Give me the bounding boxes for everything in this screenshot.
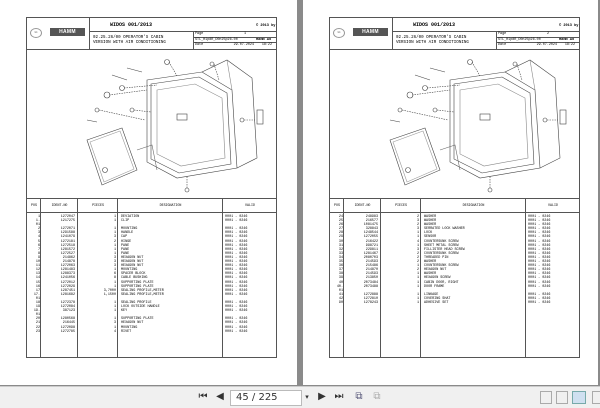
pieces-cell: 2 [416, 215, 419, 219]
pos-cell: 01 [338, 288, 343, 293]
pos-cell: 23 [35, 329, 40, 334]
ident-cell: 1281467 [363, 251, 378, 256]
ident-cell: 216445 [62, 321, 75, 326]
valid-cell: 0001 - 0246 [528, 231, 551, 236]
designation-cell: HEXAGON NUT [424, 268, 447, 273]
diagram-area [329, 50, 580, 198]
exploded-parts-diagram [27, 50, 278, 198]
single-page-view-icon[interactable] [540, 391, 552, 404]
pieces-cell: 3,7000 [103, 288, 116, 293]
designation-cell: SENSOR [424, 235, 437, 240]
valid-cell: 0001 - 0246 [225, 235, 248, 240]
valid-cell: 0001 - 0246 [225, 280, 248, 285]
ident-cell: 1248544 [363, 231, 378, 236]
valid-cell: 0001 - 0246 [528, 243, 551, 248]
ident-cell: 1280568 [60, 317, 75, 322]
pos-cell: 19. [33, 309, 40, 314]
valid-cell: 0001 - 0246 [225, 288, 248, 293]
valid-cell: 0001 - 0246 [528, 260, 551, 265]
pieces-cell: 2 [416, 260, 419, 265]
ident-cell: 1272071 [60, 227, 75, 232]
pos-cell: 90 [338, 300, 343, 305]
pos-cell: 9 [37, 255, 40, 260]
valid-cell: 0001 - 0246 [225, 260, 248, 265]
valid-cell: 0001 - 0246 [528, 300, 551, 305]
page-meta: Page 2 STL_H1p8R_D0n25p26-00 Date 29.07.2024 18:22 [497, 32, 579, 49]
pos-cell: 29 [338, 235, 343, 240]
logo-area [330, 18, 393, 49]
designation-cell: SEALING PROFILE [121, 300, 152, 305]
pos-cell: 1. [35, 219, 40, 224]
valid-cell: 0001 - 0246 [528, 239, 551, 244]
pos-cell: 40. [336, 284, 343, 289]
ident-cell: 216422 [365, 239, 378, 244]
parts-table [329, 198, 580, 358]
ident-cell: 1272063 [60, 264, 75, 269]
pieces-cell: 1 [416, 300, 419, 305]
designation-cell: CABIN DOOR, RIGHT [424, 280, 459, 285]
valid-cell: 0001 - 0246 [225, 321, 248, 326]
ident-cell: 1217275 [60, 219, 75, 224]
ident-cell: 1241079 [60, 235, 75, 240]
valid-cell: 0001 - 0246 [528, 280, 551, 285]
designation-cell: THREADED PIN [424, 255, 449, 260]
designation-cell: WASHER [424, 219, 437, 224]
page-dropdown-button[interactable]: ▾ [305, 394, 309, 402]
pos-cell: 13 [35, 272, 40, 277]
pieces-cell: 1 [416, 284, 419, 289]
two-page-view-icon[interactable] [572, 391, 586, 404]
pieces-cell: 3 [416, 219, 419, 224]
valid-cell: 0001 - 0246 [528, 264, 551, 269]
ident-cell: 2073488 [363, 284, 378, 289]
designation-cell: COUNTERSUNK SCREW [424, 251, 459, 256]
ident-cell: 1272785 [60, 329, 75, 334]
valid-cell: 0001 - 0246 [225, 247, 248, 252]
pieces-cell: 2 [416, 251, 419, 256]
pieces-cell: 4 [113, 329, 116, 334]
valid-cell: 0001 - 0246 [225, 268, 248, 273]
designation-cell: SUPPORTING PLATE [121, 284, 154, 289]
page-right [303, 0, 598, 385]
pos-cell: 5 [37, 239, 40, 244]
ident-cell: 2073484 [363, 280, 378, 285]
valid-cell: 0001 - 0246 [528, 268, 551, 273]
pos-cell: 10 [35, 260, 40, 265]
page-indicator: 45 / 225 [236, 392, 278, 403]
pieces-cell: 1,1500 [103, 292, 116, 297]
pos-cell: 21 [35, 321, 40, 326]
valid-cell: 0001 - 0246 [528, 247, 551, 252]
designation-cell: SUPPORTING PLATE [121, 280, 154, 285]
designation-cell: PANE [121, 247, 130, 252]
pos-cell: 40 [338, 280, 343, 285]
ident-cell: 215486 [365, 264, 378, 269]
valid-cell: 0001 - 0246 [225, 309, 248, 314]
pieces-cell: 1 [416, 276, 419, 281]
valid-cell: 0001 - 0246 [528, 272, 551, 277]
ident-cell: 2080703 [363, 255, 378, 260]
document-id: STL_H1p8R_D0n25p26-00 [194, 38, 276, 44]
ident-cell: 1288373 [60, 272, 75, 277]
pos-cell: 7 [37, 247, 40, 252]
pos-cell: 25 [338, 219, 343, 224]
pieces-cell: 2 [416, 268, 419, 273]
catalog-title: WIDOS 001/2013 © 2013 by Hamm AG [393, 18, 579, 32]
designation-cell: COUNTERSUNK SCREW [424, 264, 459, 269]
page-number: 2 [546, 32, 549, 36]
exploded-parts-diagram [330, 50, 581, 198]
pieces-cell: 1 [113, 309, 116, 314]
pos-cell: 26 [338, 223, 343, 228]
first-page-button[interactable]: ⏮ [198, 392, 208, 403]
designation-cell: WASHER [424, 272, 437, 277]
ident-cell: 1272055 [363, 235, 378, 240]
designation-cell: HEXAGON NUT [121, 255, 144, 260]
ident-cell: 1272029 [60, 284, 75, 289]
pos-cell: 16 [35, 284, 40, 289]
pieces-cell: 3 [113, 255, 116, 260]
ident-cell: 1281682 [60, 292, 75, 297]
valid-cell: 0001 - 0246 [225, 284, 248, 289]
designation-cell: CAP [121, 235, 128, 240]
ident-cell: 1272888 [363, 292, 378, 297]
page-header [26, 17, 277, 50]
pos-cell: 31 [338, 243, 343, 248]
designation-cell: KEY [121, 309, 128, 314]
designation-cell: CLIP [121, 219, 130, 224]
pos-cell: 12 [35, 268, 40, 273]
pos-cell: 36 [338, 264, 343, 269]
next-page-button[interactable]: ▶ [318, 392, 326, 403]
pieces-cell: 1 [416, 264, 419, 269]
ident-cell: 1272810 [363, 296, 378, 301]
pos-cell: 11 [35, 264, 40, 269]
pos-cell: 32 [338, 247, 343, 252]
pos-cell: 3 [37, 231, 40, 236]
ident-cell: 1272098 [60, 325, 75, 330]
pos-cell: 15 [35, 280, 40, 285]
ident-cell: 1281483 [60, 268, 75, 273]
pieces-cell: 2 [416, 223, 419, 228]
pieces-cell: 1 [416, 296, 419, 301]
designation-cell: COVERING SHAT [424, 296, 451, 301]
pieces-cell: 1 [113, 219, 116, 224]
designation-cell: SEALING PROFILE,METER [121, 288, 164, 293]
pieces-cell: 1 [113, 325, 116, 330]
pos-cell: 27 [338, 227, 343, 232]
ident-cell: 229811 [365, 247, 378, 252]
designation-cell: SPACER BLOCK [121, 272, 146, 277]
pieces-cell: 1 [113, 268, 116, 273]
diagram-area [26, 50, 277, 198]
valid-cell: 0001 - 0246 [528, 235, 551, 240]
valid-cell: 0001 - 0246 [225, 264, 248, 269]
pos-cell: 37 [338, 268, 343, 273]
page-meta: Page 1 STL_H1p8R_D0n25p26-00 Date 29.07.2024 18:22 [194, 32, 276, 49]
designation-cell: DOOR FRAME [424, 284, 445, 289]
catalog-title: WIDOS 001/2013 © 2013 by Hamm AG [90, 18, 276, 32]
ident-cell: 248983 [365, 215, 378, 219]
pieces-cell: 1 [113, 247, 116, 252]
valid-cell: 0001 - 0246 [528, 215, 551, 219]
ident-cell: 214870 [365, 268, 378, 273]
pieces-cell: 4 [416, 239, 419, 244]
pieces-cell: 1 [416, 243, 419, 248]
hamm-logo: HAMM [50, 28, 85, 36]
section-description: 02.25.26/00 OPERATOR'S CABIN VERSION WITH AIR CONDITIONING [90, 32, 194, 49]
valid-cell: 0001 - 0246 [528, 227, 551, 232]
prev-page-button[interactable]: ◀ [216, 392, 224, 403]
pos-cell: 39 [338, 276, 343, 281]
designation-cell: LOCK [424, 231, 433, 236]
designation-cell: SUPPORTING PLATE [121, 317, 154, 322]
ident-cell: 1287451 [60, 288, 75, 293]
pieces-cell: 3 [416, 227, 419, 232]
viewer-toolbar [0, 386, 600, 408]
last-page-button[interactable]: ⏭ [334, 392, 344, 403]
designation-cell: WASHER [424, 215, 437, 219]
designation-cell: SEALING PROFILE,METER [121, 292, 164, 297]
pieces-cell: 1 [416, 280, 419, 285]
pos-cell: 01 [35, 223, 40, 228]
two-page-continuous-view-icon[interactable] [592, 391, 600, 404]
ident-cell: 1272084 [60, 305, 75, 310]
pos-cell: 22 [35, 325, 40, 330]
ident-cell: 1272518 [60, 243, 75, 248]
ident-cell: 1281572 [60, 247, 75, 252]
designation-cell: HANDLE [121, 231, 134, 236]
pieces-cell: 1 [113, 215, 116, 219]
designation-cell: MOUNTING [121, 325, 138, 330]
designation-cell: CABLE BUSHING [121, 276, 148, 281]
designation-cell: HEXAGON NUT [121, 321, 144, 326]
ident-cell: 1272181 [60, 239, 75, 244]
designation-cell: RIVET [121, 329, 132, 334]
pos-cell: 2 [37, 227, 40, 232]
valid-cell: 0001 - 0246 [528, 276, 551, 281]
pieces-cell: 1 [416, 235, 419, 240]
valid-cell: 0001 - 0246 [225, 305, 248, 310]
valid-cell: 0001 - 0246 [528, 255, 551, 260]
section-description: 02.25.26/00 OPERATOR'S CABIN VERSION WITH AIR CONDITIONING [393, 32, 497, 49]
pieces-cell: 1 [113, 231, 116, 236]
valid-cell: 0001 - 0246 [225, 329, 248, 334]
valid-cell: 0001 - 0246 [528, 292, 551, 297]
valid-cell: 0001 - 0246 [225, 215, 248, 219]
designation-cell: HEXAGON SCREW [424, 276, 451, 281]
ident-cell: 1278243 [363, 300, 378, 305]
table-header: POS IDENT-NO PIECES DESIGNATION VALID [330, 199, 579, 213]
pieces-cell: 8 [113, 276, 116, 281]
wirtgen-logo: WG [333, 28, 345, 38]
pos-cell: 41 [338, 292, 343, 297]
pieces-cell: 6 [113, 272, 116, 277]
valid-cell: 0001 - 0246 [225, 272, 248, 277]
pos-cell: 28 [338, 231, 343, 236]
pos-cell: 19 [35, 305, 40, 310]
pieces-cell: 3 [113, 321, 116, 326]
valid-cell: 0001 - 0246 [225, 317, 248, 322]
logo-area [27, 18, 90, 49]
pos-cell: 4 [37, 235, 40, 240]
pos-cell: 24 [338, 215, 343, 219]
designation-cell: MOUNTING [121, 268, 138, 273]
table-row [330, 301, 579, 305]
designation-cell: WASHER [424, 223, 437, 228]
designation-cell: MOUNTING [121, 227, 138, 232]
pos-cell: 42 [338, 296, 343, 301]
valid-cell: 0001 - 0246 [225, 292, 248, 297]
valid-cell: 0001 - 0246 [225, 325, 248, 330]
designation-cell: LINKAGE [424, 292, 439, 297]
pieces-cell: 2 [113, 239, 116, 244]
pos-cell: 17 [35, 288, 40, 293]
valid-cell: 0001 - 0246 [528, 223, 551, 228]
copyright: © 2013 by Hamm AG [256, 24, 276, 42]
copy-page-icon[interactable]: ⧉ [355, 392, 363, 403]
valid-cell: 0001 - 0246 [225, 300, 248, 305]
designation-cell: HEXAGON NUT [121, 264, 144, 269]
pieces-cell: 3 [416, 247, 419, 252]
ident-cell: 1291588 [60, 231, 75, 236]
hamm-logo: HAMM [353, 28, 388, 36]
pos-cell: 1 [37, 215, 40, 219]
pos-cell: 38 [338, 272, 343, 277]
designation-cell: HEXAGON NUT [121, 260, 144, 265]
paste-page-icon[interactable]: ⧉ [373, 392, 381, 403]
page-number-input[interactable] [230, 390, 302, 406]
pieces-cell: 1 [113, 243, 116, 248]
designation-cell: WASHER [424, 260, 437, 265]
valid-cell: 0001 - 0246 [528, 296, 551, 301]
page-left [0, 0, 297, 385]
valid-cell: 0001 - 0246 [225, 227, 248, 232]
ident-cell: 213850 [365, 276, 378, 281]
ident-cell: 214862 [62, 255, 75, 260]
designation-cell: HINGE [121, 239, 132, 244]
valid-cell: 0001 - 0246 [528, 251, 551, 256]
pos-cell: 14 [35, 276, 40, 281]
ident-cell: 214593 [365, 272, 378, 277]
ident-cell: 214878 [62, 260, 75, 265]
table-header: POS IDENT-NO PIECES DESIGNATION VALID [27, 199, 276, 213]
designation-cell: FILLISTER HEAD SCREW [424, 247, 465, 252]
pieces-cell: 2 [416, 255, 419, 260]
ident-cell: 328843 [365, 227, 378, 232]
pos-cell: 17. [33, 292, 40, 297]
pieces-cell: 1 [113, 305, 116, 310]
ident-cell: 1241056 [60, 276, 75, 281]
ident-cell: 1081475 [363, 223, 378, 228]
pieces-cell: 1 [416, 292, 419, 297]
pieces-cell: 1 [113, 300, 116, 305]
designation-cell: LOCK OUTSIDE HANDLE [121, 305, 160, 310]
pieces-cell: 1 [113, 227, 116, 232]
ident-cell: 216577 [365, 219, 378, 224]
parts-table [26, 198, 277, 358]
pos-cell: 8 [37, 251, 40, 256]
valid-cell: 0001 - 0246 [225, 276, 248, 281]
pos-cell: 33 [338, 251, 343, 256]
pieces-cell: 1 [416, 272, 419, 277]
pieces-cell: 3 [113, 235, 116, 240]
ident-cell: 214593 [365, 260, 378, 265]
pieces-cell: 1 [113, 317, 116, 322]
designation-cell: ADHESIVE SET [424, 300, 449, 305]
valid-cell: 0001 - 0246 [528, 219, 551, 224]
pieces-cell: 1 [416, 231, 419, 236]
valid-cell: 0001 - 0246 [225, 219, 248, 224]
pos-cell: 20 [35, 317, 40, 322]
pos-cell: 6 [37, 243, 40, 248]
valid-cell: 0001 - 0246 [225, 231, 248, 236]
copyright: © 2013 by Hamm AG [559, 24, 579, 42]
table-row [27, 330, 276, 334]
continuous-view-icon[interactable] [556, 391, 568, 404]
document-id: STL_H1p8R_D0n25p26-00 [497, 38, 579, 44]
wirtgen-logo: WG [30, 28, 42, 38]
designation-cell: PANE [121, 251, 130, 256]
designation-cell: SERRATED LOCK WASHER [424, 227, 465, 232]
ident-cell: 998721 [365, 243, 378, 248]
pieces-cell: 1 [113, 280, 116, 285]
designation-cell: DEVIATION [121, 215, 140, 219]
ident-cell: 387123 [62, 309, 75, 314]
pieces-cell: 3 [113, 264, 116, 269]
page-header [329, 17, 580, 50]
pos-cell: 34 [338, 255, 343, 260]
designation-cell: PANE [121, 243, 130, 248]
designation-cell: SHEET METAL SCREW [424, 243, 459, 248]
pos-cell: 01 [35, 313, 40, 318]
ident-cell: 1272012 [60, 280, 75, 285]
page-number: 1 [243, 32, 246, 36]
valid-cell: 0001 - 0246 [528, 284, 551, 289]
designation-cell: COUNTERSUNK SCREW [424, 239, 459, 244]
valid-cell: 0001 - 0246 [225, 239, 248, 244]
pos-cell: 01 [35, 296, 40, 301]
ident-cell: 1272047 [60, 215, 75, 219]
valid-cell: 0001 - 0246 [225, 255, 248, 260]
pos-cell: 18 [35, 300, 40, 305]
pos-cell: 35 [338, 260, 343, 265]
pieces-cell: 1 [113, 284, 116, 289]
pos-cell: 30 [338, 239, 343, 244]
ident-cell: 1272527 [60, 251, 75, 256]
ident-cell: 1272378 [60, 300, 75, 305]
valid-cell: 0001 - 0246 [225, 243, 248, 248]
pieces-cell: 1 [113, 251, 116, 256]
valid-cell: 0001 - 0246 [225, 251, 248, 256]
pieces-cell: 3 [113, 260, 116, 265]
